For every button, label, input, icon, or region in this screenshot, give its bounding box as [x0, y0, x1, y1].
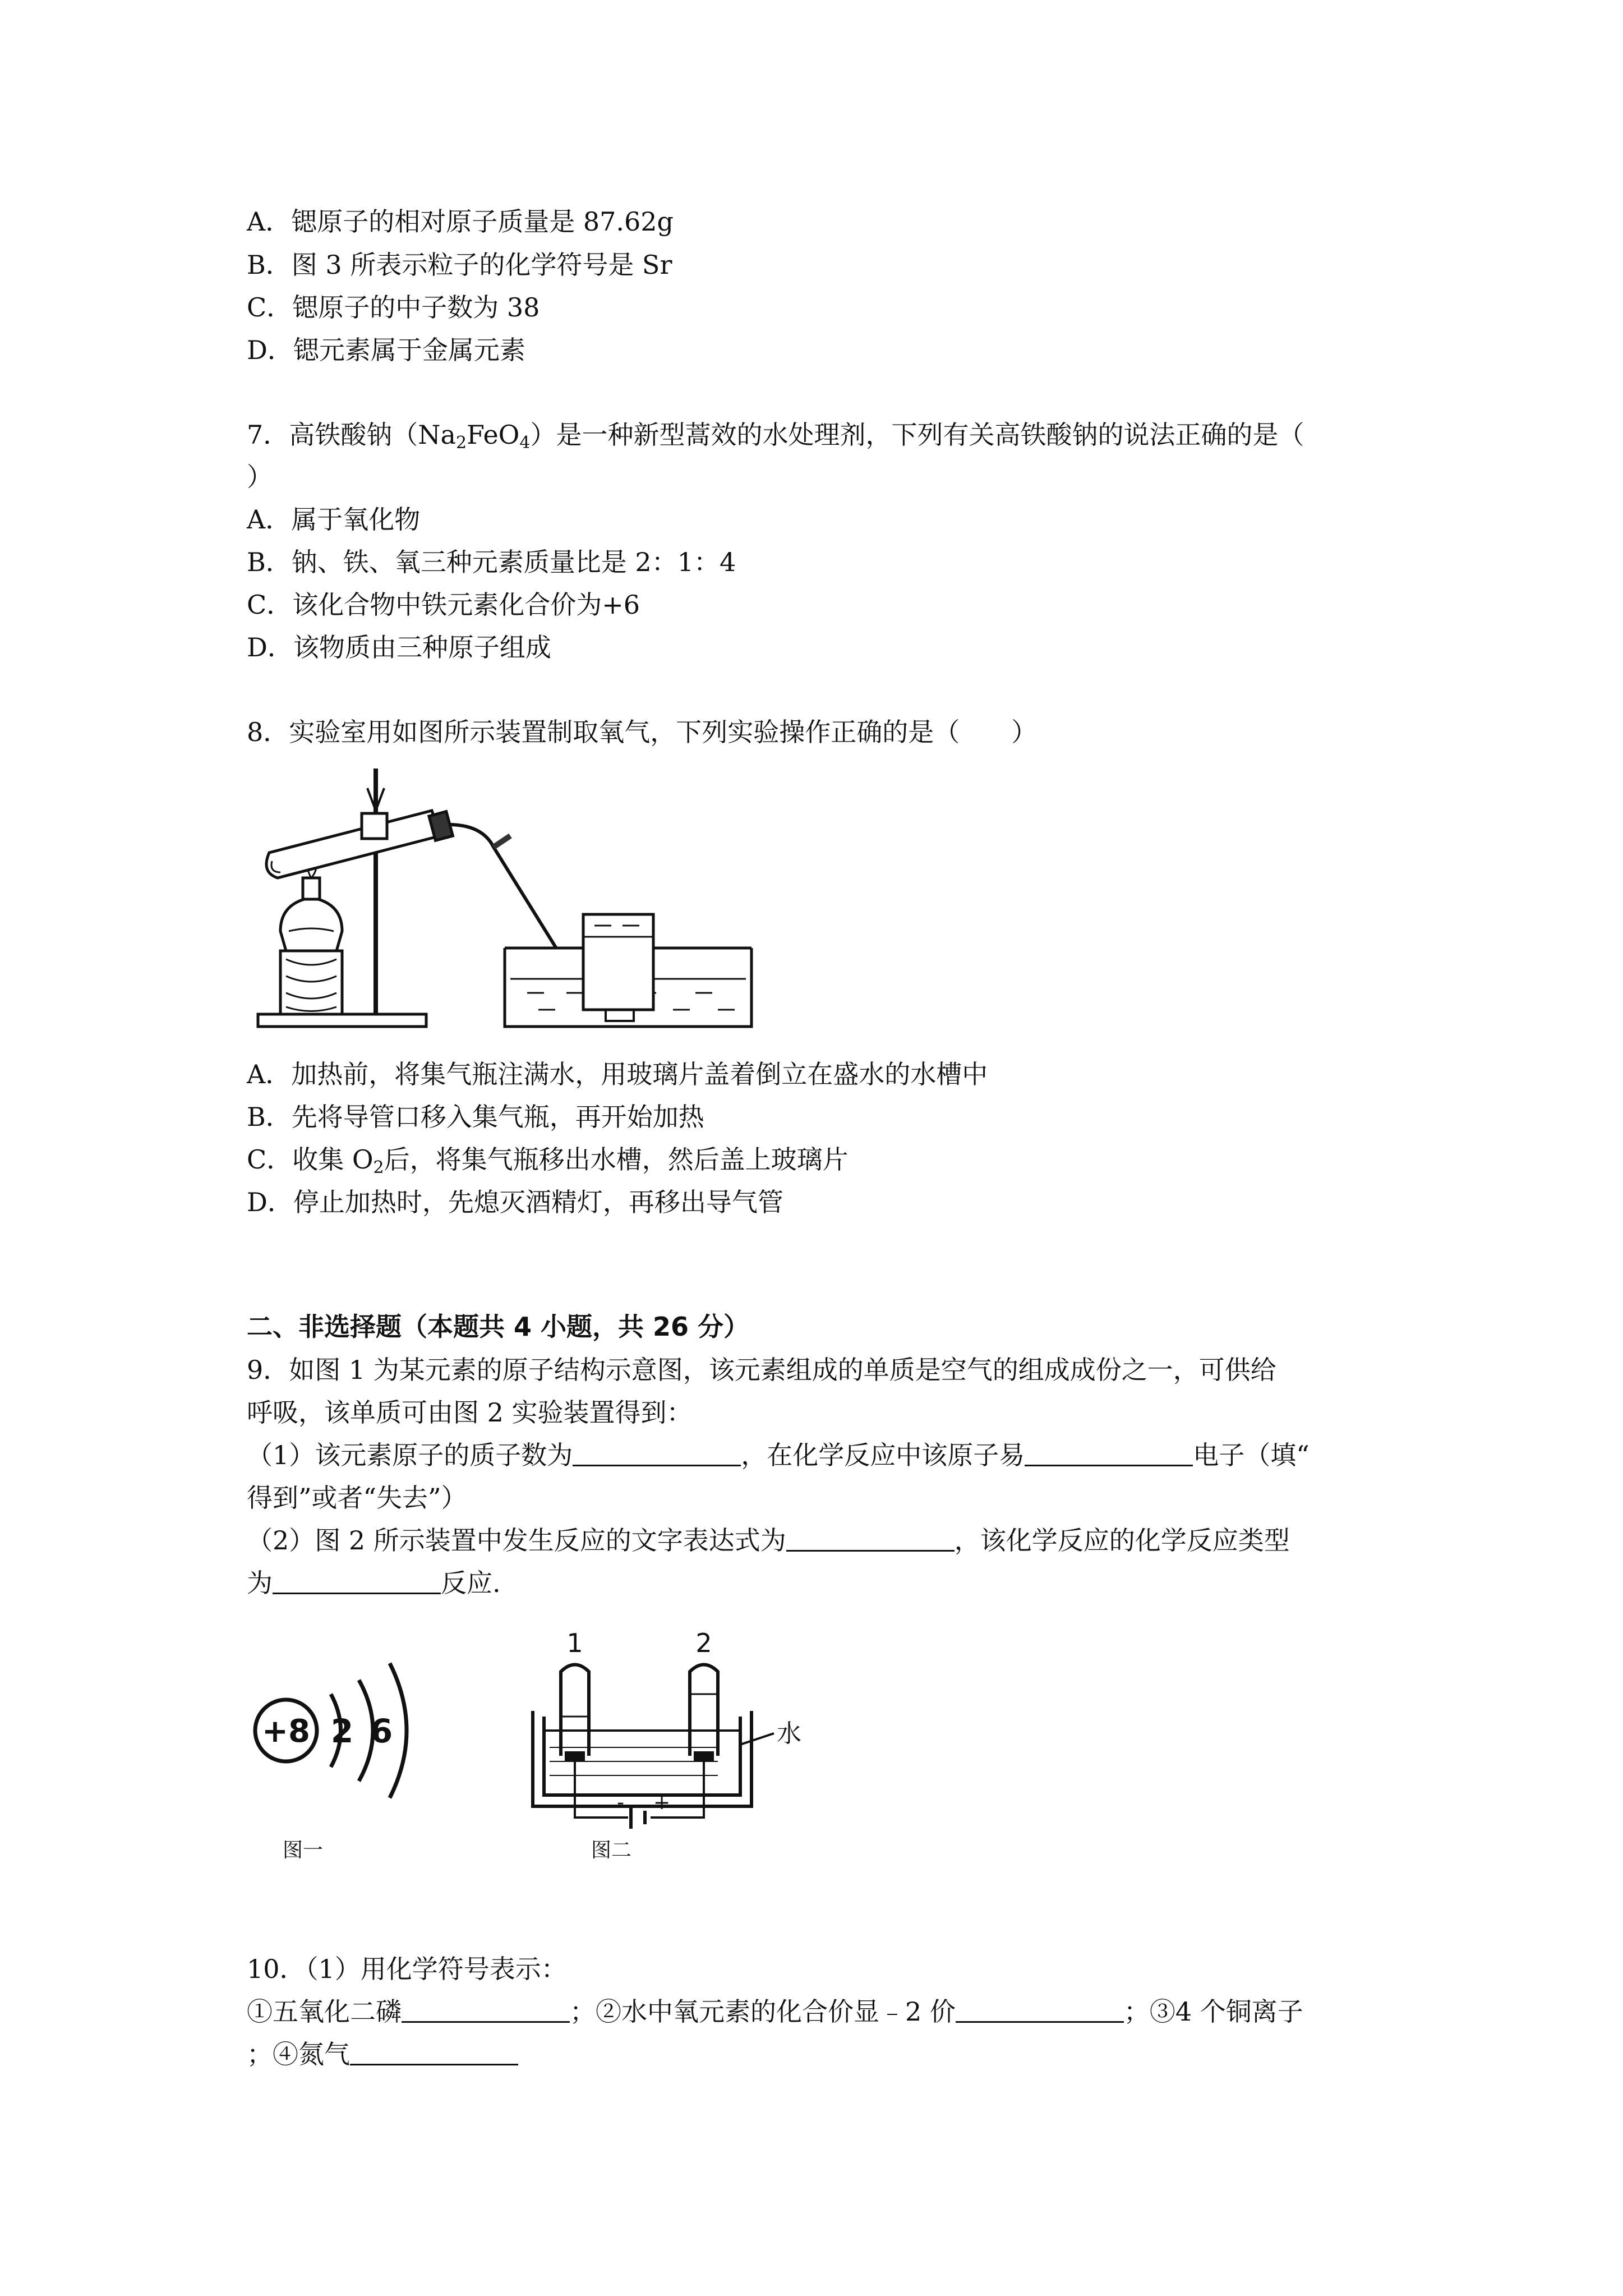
q9-part2: （2）图 2 所示装置中发生反应的文字表达式为 ，该化学反应的化学反应类型 — [247, 1525, 1290, 1556]
q7-option-c: C．该化合物中铁元素化合价为+6 — [247, 590, 640, 620]
q10-items-line2: ；④氮气 — [247, 2037, 518, 2071]
fig1-caption: 图一 — [282, 1839, 324, 1862]
atom-structure-figure — [247, 1632, 426, 1862]
nucleus-label: +8 — [262, 1713, 310, 1750]
q7-option-b: B．钠、铁、氧三种元素质量比是 2：1：4 — [247, 547, 736, 577]
q8-stem: 8．实验室用如图所示装置制取氧气，下列实验操作正确的是（ ） — [247, 717, 1038, 747]
q10-stem: 10．（1）用化学符号表示： — [247, 1954, 567, 1984]
positive-terminal: + — [653, 1791, 671, 1814]
answer-blank[interactable] — [786, 1525, 955, 1552]
answer-blank[interactable] — [402, 1996, 570, 2023]
tube2-label: 2 — [695, 1628, 712, 1658]
q7-option-a: A．属于氧化物 — [247, 504, 421, 535]
q8-option-b: B．先将导管口移入集气瓶，再开始加热 — [247, 1102, 704, 1132]
q6-option-b: B．图 3 所表示粒子的化学符号是 Sr — [247, 250, 672, 280]
answer-blank[interactable] — [956, 1996, 1124, 2023]
q6-option-c: C．锶原子的中子数为 38 — [247, 292, 540, 323]
answer-blank[interactable] — [350, 2039, 518, 2065]
q7-option-d: D．该物质由三种原子组成 — [247, 632, 551, 662]
q7-stem-cont: ） — [247, 462, 273, 492]
tube1-label: 1 — [566, 1628, 583, 1658]
q8-option-d: D．停止加热时，先熄灭酒精灯，再移出导气管 — [247, 1187, 783, 1217]
answer-blank[interactable] — [273, 1568, 441, 1594]
q9-part2-cont: 为 反应. — [247, 1568, 501, 1598]
q6-option-a: A．锶原子的相对原子质量是 87.62g — [247, 206, 674, 237]
q8-option-a: A．加热前，将集气瓶注满水，用玻璃片盖着倒立在盛水的水槽中 — [247, 1059, 988, 1089]
electrolysis-figure — [527, 1627, 841, 1862]
q9-stem-line2: 呼吸，该单质可由图 2 实验装置得到： — [247, 1397, 693, 1428]
q8-option-c: C．收集 $O_2$后，将集气瓶移出水槽，然后盖上玻璃片 — [247, 1144, 849, 1177]
q9-stem-line1: 9．如图 1 为某元素的原子结构示意图，该元素组成的单质是空气的组成成份之一，可供给 — [247, 1355, 1276, 1385]
oxygen-apparatus-figure — [247, 763, 976, 1043]
answer-blank[interactable] — [1025, 1440, 1193, 1466]
answer-blank[interactable] — [573, 1440, 741, 1466]
q9-part1: （1）该元素原子的质子数为 ，在化学反应中该原子易 电子（填“ — [247, 1440, 1310, 1470]
q7-stem: 7．高铁酸钠$(Na_2FeO_4)$是一种新型蒿效的水处理剂，下列有关高铁酸钠的说法正确的是（ — [247, 420, 1304, 453]
negative-terminal: - — [617, 1791, 624, 1814]
section-heading: 二、非选择题（本题共 4 小题，共 26 分） — [247, 1312, 750, 1342]
q10-items-line1: ①五氧化二磷 ；②水中氧元素的化合价显﹣2 价 ；③4 个铜离子 — [247, 1996, 1303, 2027]
shell1-electrons: 2 — [330, 1712, 354, 1750]
shell2-electrons: 6 — [370, 1712, 393, 1750]
fig2-caption: 图二 — [591, 1839, 632, 1862]
q9-part1-cont: 得到”或者“失去”） — [247, 1483, 467, 1513]
water-label: 水 — [777, 1719, 801, 1748]
q6-option-d: D．锶元素属于金属元素 — [247, 335, 525, 365]
